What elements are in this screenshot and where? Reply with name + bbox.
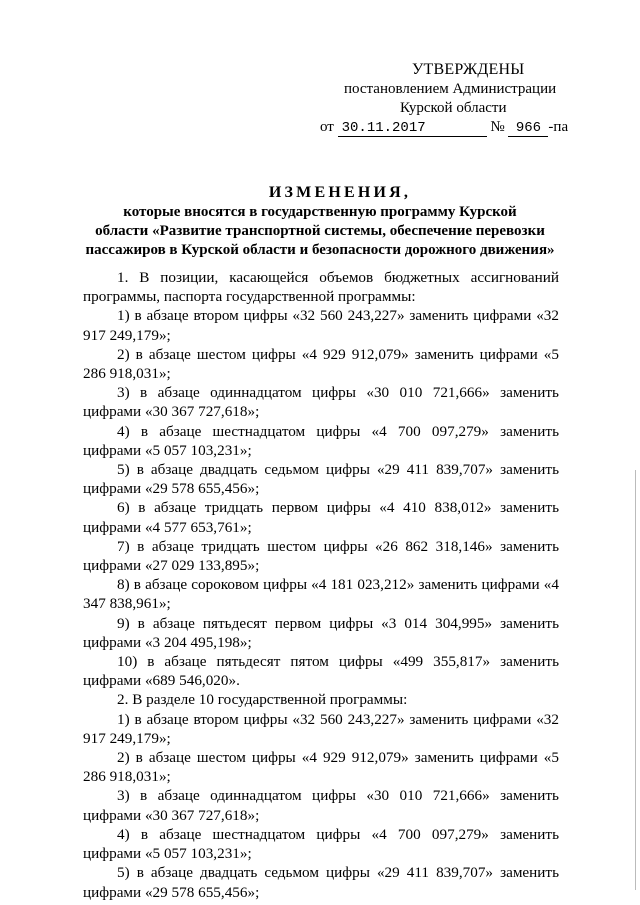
paragraph: 1) в абзаце втором цифры «32 560 243,227» заменить цифрами «32 917 249,179»; [83,307,559,344]
paragraph: 4) в абзаце шестнадцатом цифры «4 700 097,279» заменить цифрами «5 057 103,231»; [83,825,559,863]
approval-date: 30.11.2017 [338,120,487,137]
paragraph: 5) в абзаце двадцать седьмом цифры «29 411 839,707» заменить цифрами «29 578 655,456»; [83,461,559,498]
title-line-3: пассажиров в Курской области и безопасности дорожного движения» [85,242,555,258]
paragraph: 9) в абзаце пятьдесят первом цифры «3 014 304,995» заменить цифрами «3 204 495,198»; [83,614,559,651]
paragraph: 1) в абзаце втором цифры «32 560 243,227» заменить цифрами «32 917 249,179»; [83,710,559,747]
scan-edge-line [635,470,636,890]
paragraph: 2) в абзаце шестом цифры «4 929 912,079» заменить цифрами «5 286 918,031»; [83,345,559,383]
document-title [0,183,640,260]
paragraph: 3) в абзаце одиннадцатом цифры «30 010 721,666» заменить цифрами «30 367 727,618»; [83,384,559,421]
title-line-1: которые вносятся в государственную программу Курской [123,204,517,220]
approval-number: 966 [508,120,548,137]
paragraph: 2) в абзаце шестом цифры «4 929 912,079» заменить цифрами «5 286 918,031»; [83,749,559,786]
number-suffix: -па [548,119,569,135]
paragraph: 3) в абзаце одиннадцатом цифры «30 010 721,666» заменить цифрами «30 367 727,618»; [83,787,559,824]
paragraph: 8) в абзаце сороковом цифры «4 181 023,212» заменить цифрами «4 347 838,961»; [83,576,559,613]
approval-line-1: постановлением Администрации [344,81,557,97]
paragraph: 1. В позиции, касающейся объемов бюджетных ассигнований программы, паспорта государственной программы: [83,269,559,306]
title-line-2: области «Развитие транспортной системы, обеспечение перевозки [95,223,545,239]
date-prefix: от [320,119,334,135]
paragraph: 5) в абзаце двадцать седьмом цифры «29 411 839,707» заменить цифрами «29 578 655,456»; [83,864,559,901]
title-heading: ИЗМЕНЕНИЯ, [268,184,412,201]
approval-date-line [320,118,568,137]
paragraph: 10) в абзаце пятьдесят пятом цифры «499 355,817» заменить цифрами «689 546,020». [83,653,559,690]
document-body [83,268,559,902]
paragraph: 7) в абзаце тридцать шестом цифры «26 862 318,146» заменить цифрами «27 029 133,895»; [83,537,559,575]
paragraph: 6) в абзаце тридцать первом цифры «4 410 838,012» заменить цифрами «4 577 653,761»; [83,499,559,536]
paragraph: 2. В разделе 10 государственной программы: [117,691,408,709]
number-prefix: № [490,119,505,135]
approval-line-2: Курской области [400,100,507,116]
approval-heading: УТВЕРЖДЕНЫ [412,61,525,78]
paragraph: 4) в абзаце шестнадцатом цифры «4 700 097,279» заменить цифрами «5 057 103,231»; [83,422,559,459]
